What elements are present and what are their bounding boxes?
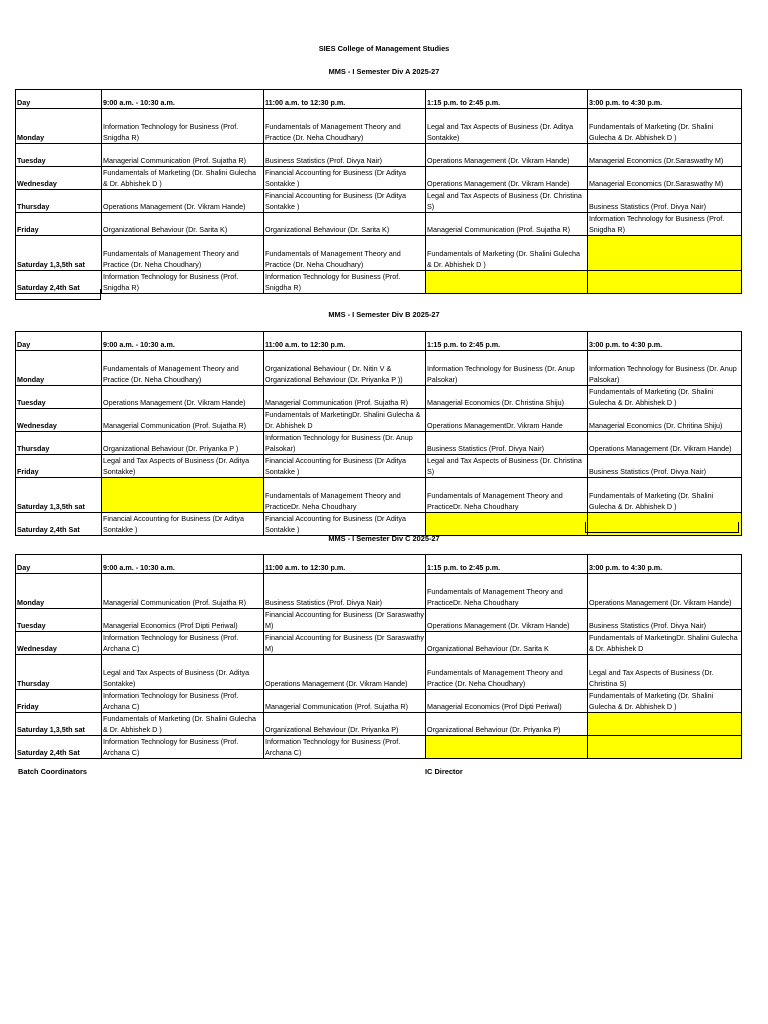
course-cell: Managerial Communication (Prof. Sujatha R)	[264, 690, 426, 713]
table-row	[16, 690, 742, 713]
course-cell: Fundamentals of Marketing (Dr. Shalini Gulecha & Dr. Abhishek D )	[588, 478, 742, 513]
day-label-saturday-2-4th-sat: Saturday 2,4th Sat	[16, 736, 102, 759]
div-c-timetable	[15, 554, 742, 759]
day-label-thursday: Thursday	[16, 190, 102, 213]
course-cell: Managerial Economics (Dr.Saraswathy M)	[588, 167, 742, 190]
course-cell: Fundamentals of Management Theory and Practice (Dr. Neha Choudhary)	[264, 236, 426, 271]
day-label-friday: Friday	[16, 690, 102, 713]
empty-highlighted-cell	[426, 513, 588, 536]
course-cell: Operations Management (Dr. Vikram Hande)	[426, 167, 588, 190]
empty-highlighted-cell	[588, 713, 742, 736]
course-cell: Managerial Economics (Prof Dipti Periwal)	[426, 690, 588, 713]
course-cell: Information Technology for Business (Dr. Anup Palsokar)	[264, 432, 426, 455]
column-header-slot-4: 3:00 p.m. to 4:30 p.m.	[588, 90, 742, 109]
course-cell: Managerial Communication (Prof. Sujatha R)	[264, 386, 426, 409]
course-cell: Information Technology for Business (Prof. Snigdha R)	[588, 213, 742, 236]
column-header-day: Day	[16, 332, 102, 351]
course-cell: Business Statistics (Prof. Divya Nair)	[588, 455, 742, 478]
day-label-tuesday: Tuesday	[16, 609, 102, 632]
table-row	[16, 144, 742, 167]
course-cell: Financial Accounting for Business (Dr Aditya Sontakke )	[264, 167, 426, 190]
course-cell: Legal and Tax Aspects of Business (Dr. Christina S)	[426, 190, 588, 213]
div-c-title: MMS - I Semester Div C 2025-27	[328, 534, 440, 543]
course-cell: Fundamentals of MarketingDr. Shalini Gulecha & Dr. Abhishek D	[588, 632, 742, 655]
column-header-slot-1: 9:00 a.m. - 10:30 a.m.	[102, 332, 264, 351]
course-cell: Legal and Tax Aspects of Business (Dr. Christina S)	[426, 455, 588, 478]
column-header-day: Day	[16, 90, 102, 109]
course-cell: Managerial Communication (Prof. Sujatha R)	[426, 213, 588, 236]
table-row	[16, 478, 742, 513]
course-cell: Operations Management (Dr. Vikram Hande)	[426, 144, 588, 167]
course-cell: Fundamentals of Marketing (Dr. Shalini Gulecha & Dr. Abhishek D )	[102, 713, 264, 736]
course-cell: Legal and Tax Aspects of Business (Dr. Aditya Sontakke)	[426, 109, 588, 144]
course-cell: Legal and Tax Aspects of Business (Dr. Christina S)	[588, 655, 742, 690]
course-cell: Organizational Behaviour (Dr. Sarita K	[426, 632, 588, 655]
course-cell: Organizational Behaviour (Dr. Sarita K)	[102, 213, 264, 236]
table-row	[16, 574, 742, 609]
course-cell: Financial Accounting for Business (Dr Saraswathy M)	[265, 610, 424, 630]
batch-coordinators-label: Batch Coordinators	[18, 767, 87, 776]
column-header-slot-4: 3:00 p.m. to 4:30 p.m.	[588, 555, 742, 574]
course-cell: Operations Management (Dr. Vikram Hande)	[264, 655, 426, 690]
day-label-tuesday: Tuesday	[16, 386, 102, 409]
header-row	[16, 90, 742, 109]
course-cell: Managerial Communication (Prof. Sujatha R)	[102, 409, 264, 432]
column-header-slot-1: 9:00 a.m. - 10:30 a.m.	[102, 555, 264, 574]
table-row	[16, 167, 742, 190]
day-label-saturday-1-3-5th-sat: Saturday 1,3,5th sat	[16, 713, 102, 736]
column-header-slot-2: 11:00 a.m. to 12:30 p.m.	[264, 90, 426, 109]
course-cell: Organizational Behaviour ( Dr. Nitin V & Organizational Behaviour (Dr. Priyanka P ))	[264, 351, 426, 386]
course-cell: Financial Accounting for Business (Dr Aditya Sontakke )	[264, 455, 426, 478]
course-cell: Operations Management (Dr. Vikram Hande)	[426, 609, 588, 632]
div-a-timetable	[15, 89, 742, 294]
table-row	[16, 109, 742, 144]
table-row	[16, 190, 742, 213]
course-cell: Operations Management (Dr. Vikram Hande)	[102, 386, 264, 409]
course-cell: Fundamentals of Management Theory and Practice (Dr. Neha Choudhary)	[102, 236, 264, 271]
course-cell: Managerial Communication (Prof. Sujatha R)	[102, 574, 264, 609]
header-row	[16, 332, 742, 351]
table-row	[16, 236, 742, 271]
column-header-slot-3: 1:15 p.m. to 2:45 p.m.	[426, 555, 588, 574]
day-label-monday: Monday	[16, 109, 102, 144]
course-cell: Information Technology for Business (Prof. Archana C)	[102, 632, 264, 655]
course-cell: Managerial Communication (Prof. Sujatha R)	[102, 144, 264, 167]
course-cell: Operations Management (Dr. Vikram Hande)	[588, 574, 742, 609]
day-label-monday: Monday	[16, 351, 102, 386]
course-cell: Organizational Behaviour (Dr. Sarita K)	[264, 213, 426, 236]
column-header-slot-2: 11:00 a.m. to 12:30 p.m.	[264, 555, 426, 574]
course-cell: Legal and Tax Aspects of Business (Dr. Aditya Sontakke)	[102, 455, 264, 478]
day-label-monday: Monday	[16, 574, 102, 609]
course-cell: Operations Management (Dr. Vikram Hande)	[102, 190, 264, 213]
div-a-title: MMS - I Semester Div A 2025-27	[328, 67, 440, 76]
column-header-day: Day	[16, 555, 102, 574]
course-cell: Financial Accounting for Business (Dr Aditya Sontakke )	[264, 190, 426, 213]
column-header-slot-2: 11:00 a.m. to 12:30 p.m.	[264, 332, 426, 351]
table-row	[16, 455, 742, 478]
table-row	[16, 432, 742, 455]
course-cell: Information Technology for Business (Prof. Archana C)	[264, 736, 426, 759]
empty-highlighted-cell	[426, 736, 588, 759]
div-a-trailing-cell	[15, 289, 101, 300]
course-cell: Business Statistics (Prof. Divya Nair)	[588, 609, 742, 632]
table-row	[16, 386, 742, 409]
course-cell: Information Technology for Business (Prof. Snigdha R)	[102, 109, 264, 144]
day-label-wednesday: Wednesday	[16, 409, 102, 432]
course-cell: Business Statistics (Prof. Divya Nair)	[264, 574, 426, 609]
table-row	[16, 213, 742, 236]
table-row	[16, 655, 742, 690]
ic-director-label: IC Director	[425, 767, 463, 776]
day-label-wednesday: Wednesday	[16, 632, 102, 655]
course-cell: Managerial Economics (Prof Dipti Periwal)	[102, 609, 264, 632]
empty-highlighted-cell	[588, 271, 742, 294]
day-label-saturday-1-3-5th-sat: Saturday 1,3,5th sat	[16, 236, 102, 271]
course-cell: Financial Accounting for Business (Dr Aditya Sontakke )	[102, 513, 264, 536]
course-cell: Information Technology for Business (Dr. Anup Palsokar)	[588, 351, 742, 386]
header-row	[16, 555, 742, 574]
course-cell: Financial Accounting for Business (Dr Saraswathy M)	[265, 633, 424, 653]
course-cell: Financial Accounting for Business (Dr Aditya Sontakke )	[264, 513, 426, 536]
course-cell: Managerial Economics (Dr. Chritina Shiju)	[588, 409, 742, 432]
table-row	[16, 351, 742, 386]
course-cell: Information Technology for Business (Prof. Archana C)	[102, 736, 264, 759]
column-header-slot-1: 9:00 a.m. - 10:30 a.m.	[102, 90, 264, 109]
course-cell: Fundamentals of Marketing (Dr. Shalini Gulecha & Dr. Abhishek D )	[588, 690, 742, 713]
day-label-saturday-2-4th-sat: Saturday 2,4th Sat	[16, 271, 102, 294]
course-cell: Business Statistics (Prof. Divya Nair)	[426, 432, 588, 455]
course-cell: Managerial Economics (Dr.Saraswathy M)	[588, 144, 742, 167]
course-cell: Information Technology for Business (Dr. Anup Palsokar)	[426, 351, 588, 386]
empty-highlighted-cell	[588, 236, 742, 271]
column-header-slot-3: 1:15 p.m. to 2:45 p.m.	[426, 332, 588, 351]
course-cell: Information Technology for Business (Prof. Snigdha R)	[264, 271, 426, 294]
day-label-thursday: Thursday	[16, 655, 102, 690]
course-cell: Fundamentals of MarketingDr. Shalini Gulecha & Dr. Abhishek D	[264, 409, 426, 432]
course-cell: Information Technology for Business (Prof. Archana C)	[102, 690, 264, 713]
course-cell: Fundamentals of Management Theory and PracticeDr. Neha Choudhary	[426, 478, 588, 513]
course-cell: Fundamentals of Marketing (Dr. Shalini Gulecha & Dr. Abhishek D )	[426, 236, 588, 271]
course-cell: Fundamentals of Management Theory and Practice (Dr. Neha Choudhary)	[264, 109, 426, 144]
course-cell: Fundamentals of Management Theory and PracticeDr. Neha Choudhary	[264, 478, 426, 513]
course-cell: Fundamentals of Marketing (Dr. Shalini Gulecha & Dr. Abhishek D )	[102, 167, 264, 190]
course-cell: Fundamentals of Management Theory and Practice (Dr. Neha Choudhary)	[426, 655, 588, 690]
course-cell: Operations Management (Dr. Vikram Hande)	[588, 432, 742, 455]
empty-highlighted-cell	[588, 736, 742, 759]
day-label-saturday-1-3-5th-sat: Saturday 1,3,5th sat	[16, 478, 102, 513]
day-label-thursday: Thursday	[16, 432, 102, 455]
column-header-slot-4: 3:00 p.m. to 4:30 p.m.	[588, 332, 742, 351]
div-b-trailing-cell	[585, 522, 739, 533]
course-cell: Legal and Tax Aspects of Business (Dr. Aditya Sontakke)	[102, 655, 264, 690]
column-header-slot-3: 1:15 p.m. to 2:45 p.m.	[426, 90, 588, 109]
table-row	[16, 713, 742, 736]
table-row	[16, 409, 742, 432]
empty-highlighted-cell	[426, 271, 588, 294]
day-label-wednesday: Wednesday	[16, 167, 102, 190]
table-row	[16, 609, 742, 632]
table-row	[16, 271, 742, 294]
course-cell: Managerial Economics (Dr. Christina Shiju)	[426, 386, 588, 409]
course-cell: Organizational Behaviour (Dr. Priyanka P )	[102, 432, 264, 455]
course-cell: Organizational Behaviour (Dr. Priyanka P)	[426, 713, 588, 736]
day-label-friday: Friday	[16, 455, 102, 478]
course-cell: Fundamentals of Marketing (Dr. Shalini Gulecha & Dr. Abhishek D )	[588, 109, 742, 144]
day-label-friday: Friday	[16, 213, 102, 236]
table-row	[16, 632, 742, 655]
course-cell: Business Statistics (Prof. Divya Nair)	[588, 190, 742, 213]
course-cell: Information Technology for Business (Prof. Snigdha R)	[102, 271, 264, 294]
day-label-tuesday: Tuesday	[16, 144, 102, 167]
div-b-title: MMS - I Semester Div B 2025-27	[328, 310, 440, 319]
course-cell: Organizational Behaviour (Dr. Priyanka P)	[264, 713, 426, 736]
day-label-saturday-2-4th-sat: Saturday 2,4th Sat	[16, 513, 102, 536]
course-cell: Fundamentals of Marketing (Dr. Shalini Gulecha & Dr. Abhishek D )	[588, 386, 742, 409]
course-cell: Operations ManagementDr. Vikram Hande	[426, 409, 588, 432]
course-cell: Fundamentals of Management Theory and Practice (Dr. Neha Choudhary)	[102, 351, 264, 386]
div-b-timetable	[15, 331, 742, 536]
course-cell: Fundamentals of Management Theory and PracticeDr. Neha Choudhary	[426, 574, 588, 609]
empty-highlighted-cell	[102, 478, 264, 513]
college-name: SIES College of Management Studies	[318, 44, 450, 53]
table-row	[16, 736, 742, 759]
course-cell: Business Statistics (Prof. Divya Nair)	[264, 144, 426, 167]
